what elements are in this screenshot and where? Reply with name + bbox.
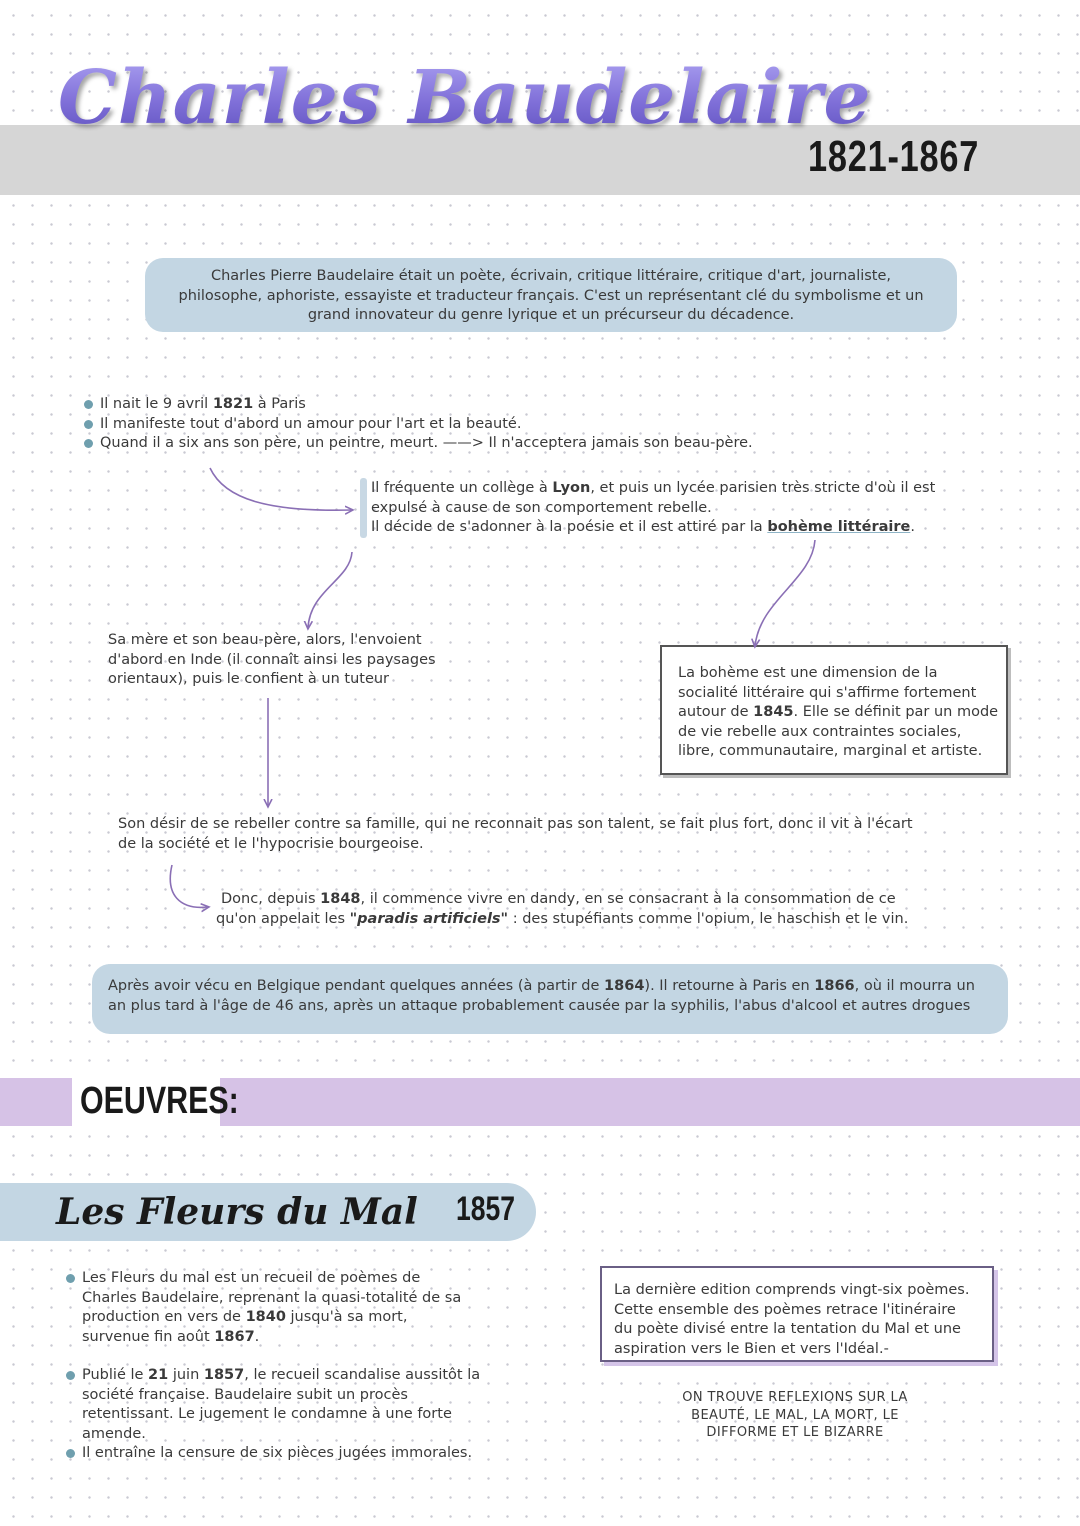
themes-note: ON TROUVE REFLEXIONS SUR LA BEAUTÉ, LE MAL, LA MORT, LE DIFFORME ET LE BIZARRE xyxy=(682,1390,908,1440)
college-text: Il fréquente un collège à Lyon, et puis un lycée parisien très stricte d'où il est expulsé à cause de son comportement rebelle. Il décide de s'adonner à la poésie et il est attiré par la bohème littéraire. xyxy=(371,480,936,535)
arrow-to-boheme xyxy=(755,540,815,646)
intro-line: grand innovateur du genre lyrique et un précurseur du décadence. xyxy=(307,307,795,323)
fleurs-bullet-collection: Les Fleurs du mal est un recueil de poèmes de Charles Baudelaire, reprenant la quasi-totalité de sa production en vers de 1840 jusqu'à sa mort, survenue fin août 1867. xyxy=(66,1269,480,1347)
fleurs-title: Les Fleurs du Mal xyxy=(56,1191,418,1233)
page-title: Charles Baudelaire xyxy=(58,55,872,141)
life-dates: 1821-1867 xyxy=(808,132,980,181)
bullet-father: Quand il a six ans son père, un peintre, meurt. ——> Il n'acceptera jamais son beau-père. xyxy=(84,434,753,454)
dandy-text: Donc, depuis 1848, il commence vivre en dandy, en se consacrant à la consommation de ce qu'on appelait les "paradis artificiels" : des stupéfiants comme l'opium, le haschish et le vin. xyxy=(216,891,909,927)
arrow-to-mother xyxy=(308,552,352,628)
fleurs-year: 1857 xyxy=(456,1190,515,1228)
arrow-to-college xyxy=(210,468,352,510)
bullet-birth: Il nait le 9 avril 1821 à Paris xyxy=(84,395,753,415)
intro-line: philosophe, aphoriste, essayiste et traducteur français. C'est un représentant clé du symbolisme et un xyxy=(178,287,924,304)
rebel-text: Son désir de se rebeller contre sa famille, qui ne reconnait pas son talent, se fait plus fort, donc il vit à l'écart de la société et le l'hypocrisie bourgeoise. xyxy=(118,816,913,852)
mother-text: Sa mère et son beau-père, alors, l'envoient d'abord en Inde (il connaît ainsi les paysages orientaux), puis le confient à un tuteur xyxy=(108,632,436,687)
belgium-box: Après avoir vécu en Belgique pendant quelques années (à partir de 1864). Il retourne à Paris en 1866, où il mourra un an plus tard à l'âge de 46 ans, après un attaque probablement causée par la syphilis, l'abus d'alcool et autres drogues xyxy=(92,964,1008,1034)
boheme-box: La bohème est une dimension de la socialité littéraire qui s'affirme fortement autour de 1845. Elle se définit par un mode de vie rebelle aux contraintes sociales, libre, communautaire, marginal et artiste. xyxy=(660,645,1008,775)
bullet-art: Il manifeste tout d'abord un amour pour l'art et la beauté. xyxy=(84,415,753,435)
fleurs-bullet-censorship: Il entraîne la censure de six pièces jugées immorales. xyxy=(66,1444,480,1464)
intro-line: Charles Pierre Baudelaire était un poète, écrivain, critique littéraire, critique d'art, journaliste, xyxy=(210,268,892,284)
edition-box: La dernière edition comprends vingt-six poèmes. Cette ensemble des poèmes retrace l'itinéraire du poète divisé entre la tentation du Mal et une aspiration vers le Bien et vers l'Idéal.- xyxy=(600,1266,994,1362)
arrow-to-dandy xyxy=(170,865,208,907)
oeuvres-heading: OEUVRES: xyxy=(80,1080,239,1122)
fleurs-bullet-publication: Publié le 21 juin 1857, le recueil scandalise aussitôt la société française. Baudelaire subit un procès retentissant. Le jugement le condamne à une forte amende. xyxy=(66,1366,480,1444)
